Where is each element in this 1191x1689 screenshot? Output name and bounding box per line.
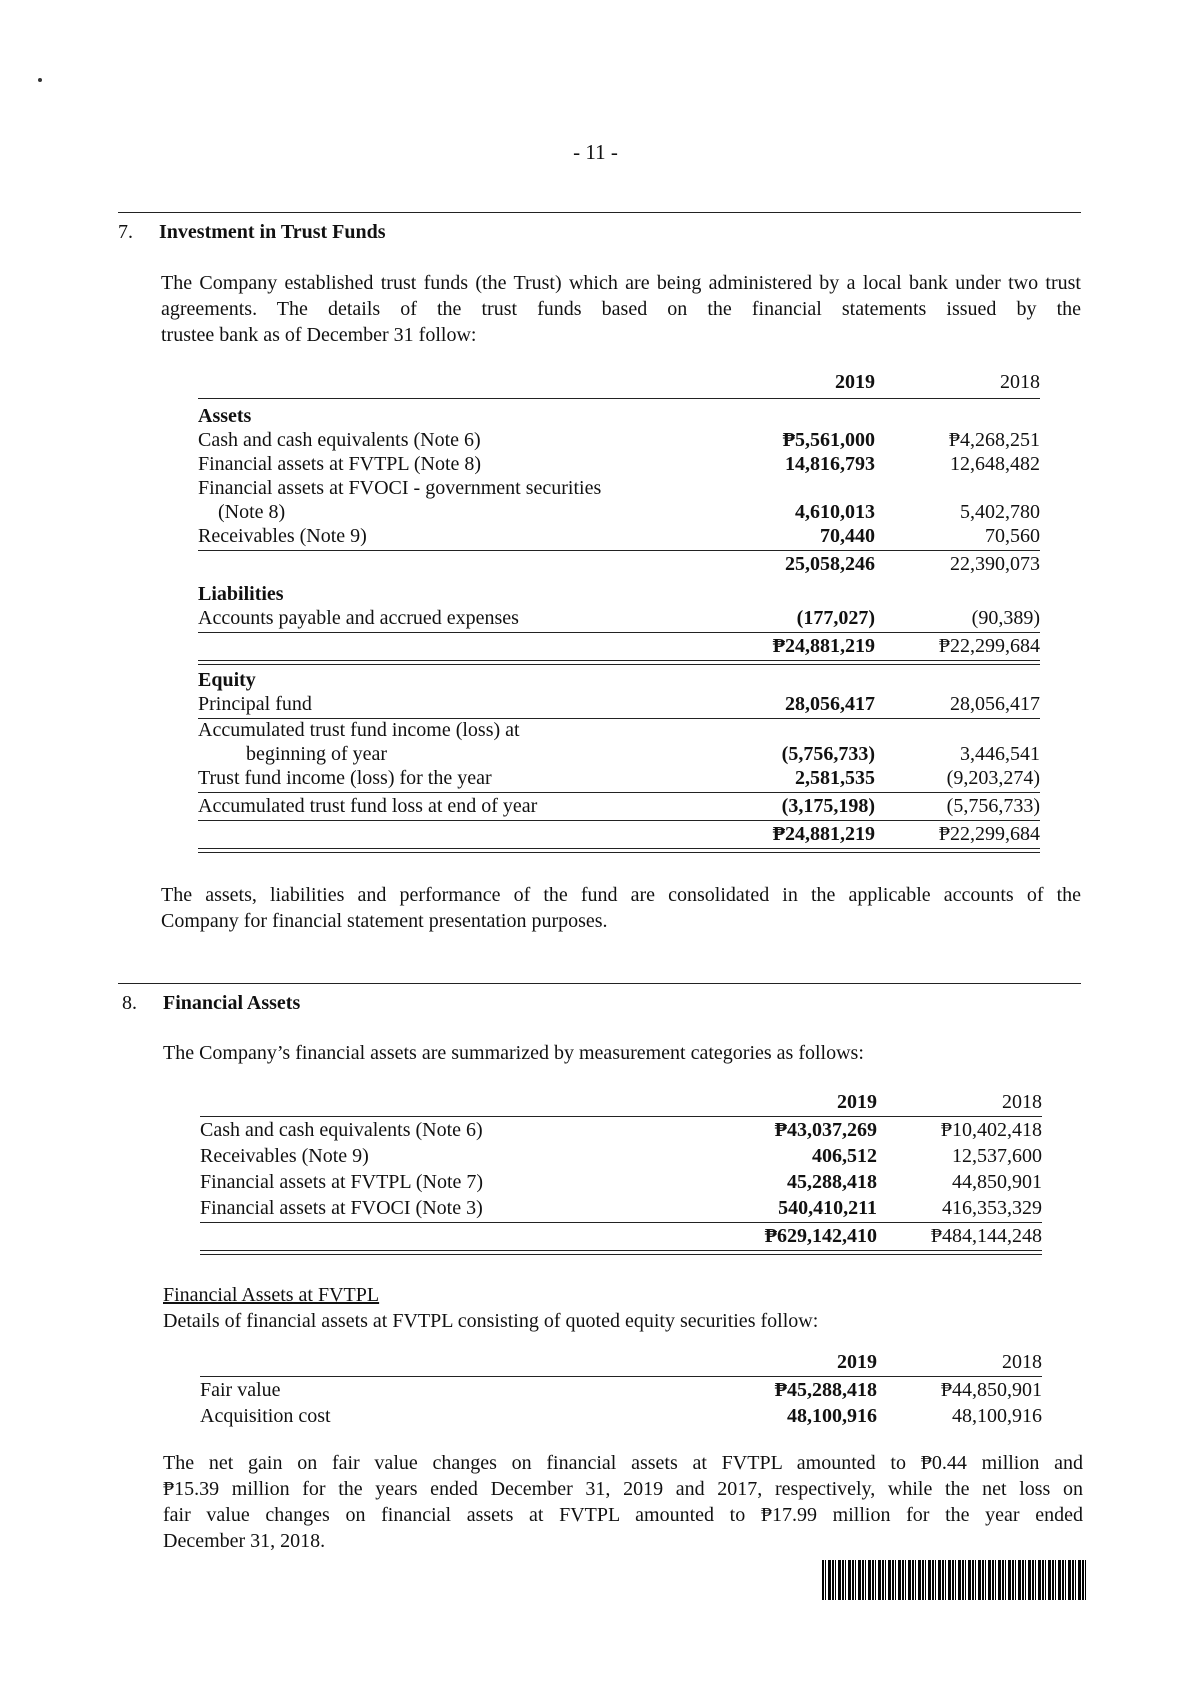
table-row [200, 1170, 1042, 1194]
cell-text: Accumulated trust fund loss at end of year [198, 795, 538, 817]
section-7-number: 7. [118, 221, 133, 243]
cell-text: 45,288,418 [787, 1171, 877, 1193]
section-8-number: 8. [122, 992, 137, 1014]
margin-mark [38, 78, 42, 82]
col-2019-header: 2019 [835, 371, 875, 393]
double-rule [198, 848, 1040, 853]
subtotal-rule [200, 1222, 1042, 1223]
cell-text: Financial assets at FVOCI - government securities [198, 477, 602, 499]
cell-text: 12,537,600 [952, 1145, 1042, 1167]
cell-text: (90,389) [971, 607, 1040, 629]
table-row [198, 428, 1040, 452]
subtotal-rule [198, 820, 1040, 821]
cell-text: Receivables (Note 9) [200, 1145, 369, 1167]
section-8-rule [118, 983, 1081, 984]
cell-text: 28,056,417 [785, 693, 875, 715]
table-row [200, 1118, 1042, 1142]
cell-text: ₱4,268,251 [948, 429, 1040, 451]
cell-text: ₱629,142,410 [764, 1225, 877, 1247]
cell-text: Financial assets at FVTPL (Note 7) [200, 1171, 484, 1193]
table-row [200, 1196, 1042, 1220]
section-8-heading [122, 992, 300, 1015]
section-7-rule [118, 212, 1081, 213]
assets-heading: Assets [198, 405, 252, 427]
cell-text: 540,410,211 [778, 1197, 877, 1219]
cell-text: ₱44,850,901 [940, 1379, 1042, 1401]
header-rule [200, 1376, 1042, 1377]
table-row [200, 1378, 1042, 1402]
section-7-closing-line-1: The assets, liabilities and performance of the fund are consolidated in the applicable accounts of the [161, 884, 1081, 906]
cell-text: 48,100,916 [787, 1405, 877, 1427]
section-8-closing-line-1: The net gain on fair value changes on financial assets at FVTPL amounted to ₱0.44 million and [163, 1452, 1083, 1474]
cell-text: 28,056,417 [950, 693, 1040, 715]
cell-text: 3,446,541 [960, 743, 1040, 765]
trust-funds-table [198, 370, 1040, 860]
cell-text: ₱24,881,219 [772, 823, 875, 845]
cell-text: 14,816,793 [785, 453, 875, 475]
equity-heading: Equity [198, 669, 256, 691]
fvtpl-subheading: Financial Assets at FVTPL [163, 1284, 380, 1306]
cell-text: Receivables (Note 9) [198, 525, 367, 547]
cell-text: 406,512 [812, 1145, 877, 1167]
header-rule [198, 398, 1040, 399]
cell-text: 48,100,916 [952, 1405, 1042, 1427]
cell-text: 5,402,780 [960, 501, 1040, 523]
cell-text: 2,581,535 [795, 767, 875, 789]
cell-text: Accounts payable and accrued expenses [198, 607, 519, 629]
header-rule [200, 1116, 1042, 1117]
cell-text: Financial assets at FVTPL (Note 8) [198, 453, 482, 475]
cell-text: ₱24,881,219 [772, 635, 875, 657]
cell-text: (9,203,274) [946, 767, 1040, 789]
cell-text: 22,390,073 [950, 553, 1040, 575]
liabilities-heading: Liabilities [198, 583, 284, 605]
cell-text: 12,648,482 [950, 453, 1040, 475]
double-rule [200, 1250, 1042, 1255]
cell-text: 70,560 [985, 525, 1040, 547]
assets-total-row [198, 552, 1040, 576]
cell-text: (5,756,733) [946, 795, 1040, 817]
cell-text: 44,850,901 [952, 1171, 1042, 1193]
section-7-intro-line-2: trustee bank as of December 31 follow: [161, 324, 477, 346]
cell-text: Financial assets at FVOCI (Note 3) [200, 1197, 483, 1219]
col-2019-header: 2019 [837, 1351, 877, 1373]
cell-text: 416,353,329 [942, 1197, 1042, 1219]
section-8-title: Financial Assets [163, 992, 301, 1014]
cell-text: Accumulated trust fund income (loss) at [198, 719, 520, 741]
cell-text: Principal fund [198, 693, 312, 715]
table-row [198, 452, 1040, 476]
cell-text: ₱10,402,418 [940, 1119, 1042, 1141]
subtotal-rule [198, 792, 1040, 793]
cell-text: ₱22,299,684 [938, 635, 1040, 657]
cell-text: Acquisition cost [200, 1405, 331, 1427]
cell-text: 25,058,246 [785, 553, 875, 575]
table-row [198, 476, 1040, 500]
subtotal-rule [198, 550, 1040, 551]
cell-text: (177,027) [796, 607, 875, 629]
table-row [198, 692, 1040, 716]
section-8-intro: The Company’s financial assets are summarized by measurement categories as follows: [163, 1042, 864, 1064]
section-8-closing-line-4: December 31, 2018. [163, 1530, 326, 1552]
cell-text: (5,756,733) [781, 743, 875, 765]
table-row [198, 794, 1040, 818]
cell-text: ₱5,561,000 [782, 429, 875, 451]
cell-text: 4,610,013 [795, 501, 875, 523]
section-7-intro-line-1: The Company established trust funds (the Trust) which are being administered by a local bank under two trust agreements. The details of the trust funds based on the financial statements issued by the [161, 272, 1081, 320]
fvtpl-intro: Details of financial assets at FVTPL consisting of quoted equity securities follow: [163, 1310, 819, 1332]
barcode-icon [822, 1560, 1087, 1600]
col-2018-header: 2018 [1000, 371, 1040, 393]
total-row [200, 1224, 1042, 1248]
cell-text: ₱484,144,248 [930, 1225, 1042, 1247]
net-total-row [198, 634, 1040, 658]
page-number: - 11 - [573, 140, 618, 164]
col-2018-header: 2018 [1002, 1351, 1042, 1373]
cell-text: ₱45,288,418 [774, 1379, 877, 1401]
subtotal-rule [198, 632, 1040, 633]
col-2019-header: 2019 [837, 1091, 877, 1113]
cell-text: Cash and cash equivalents (Note 6) [198, 429, 481, 451]
table-row [198, 500, 1040, 524]
cell-text: Cash and cash equivalents (Note 6) [200, 1119, 483, 1141]
table-row [200, 1144, 1042, 1168]
section-7-closing-line-2: Company for financial statement presentation purposes. [161, 910, 608, 932]
cell-text: Fair value [200, 1379, 281, 1401]
table-row [198, 606, 1040, 630]
table-row [198, 742, 1040, 766]
fvtpl-table [200, 1350, 1042, 1430]
cell-text: ₱43,037,269 [774, 1119, 877, 1141]
section-8-closing-line-2: ₱15.39 million for the years ended December 31, 2019 and 2017, respectively, while the net loss on [163, 1478, 1083, 1500]
cell-text: Trust fund income (loss) for the year [198, 767, 492, 789]
financial-assets-table [200, 1090, 1042, 1247]
cell-text: beginning of year [246, 743, 388, 765]
double-rule [198, 660, 1040, 665]
cell-text: 70,440 [820, 525, 875, 547]
cell-text: (3,175,198) [781, 795, 875, 817]
section-7-heading [118, 221, 386, 244]
table-row [198, 766, 1040, 790]
section-8-closing-line-3: fair value changes on financial assets at FVTPL amounted to ₱17.99 million for the year ended [163, 1504, 1083, 1526]
section-7-title: Investment in Trust Funds [159, 221, 386, 243]
col-2018-header: 2018 [1002, 1091, 1042, 1113]
equity-total-row [198, 822, 1040, 846]
table-row [198, 524, 1040, 548]
cell-text: (Note 8) [218, 501, 286, 523]
table-row [200, 1404, 1042, 1428]
cell-text: ₱22,299,684 [938, 823, 1040, 845]
table-row [198, 718, 1040, 742]
